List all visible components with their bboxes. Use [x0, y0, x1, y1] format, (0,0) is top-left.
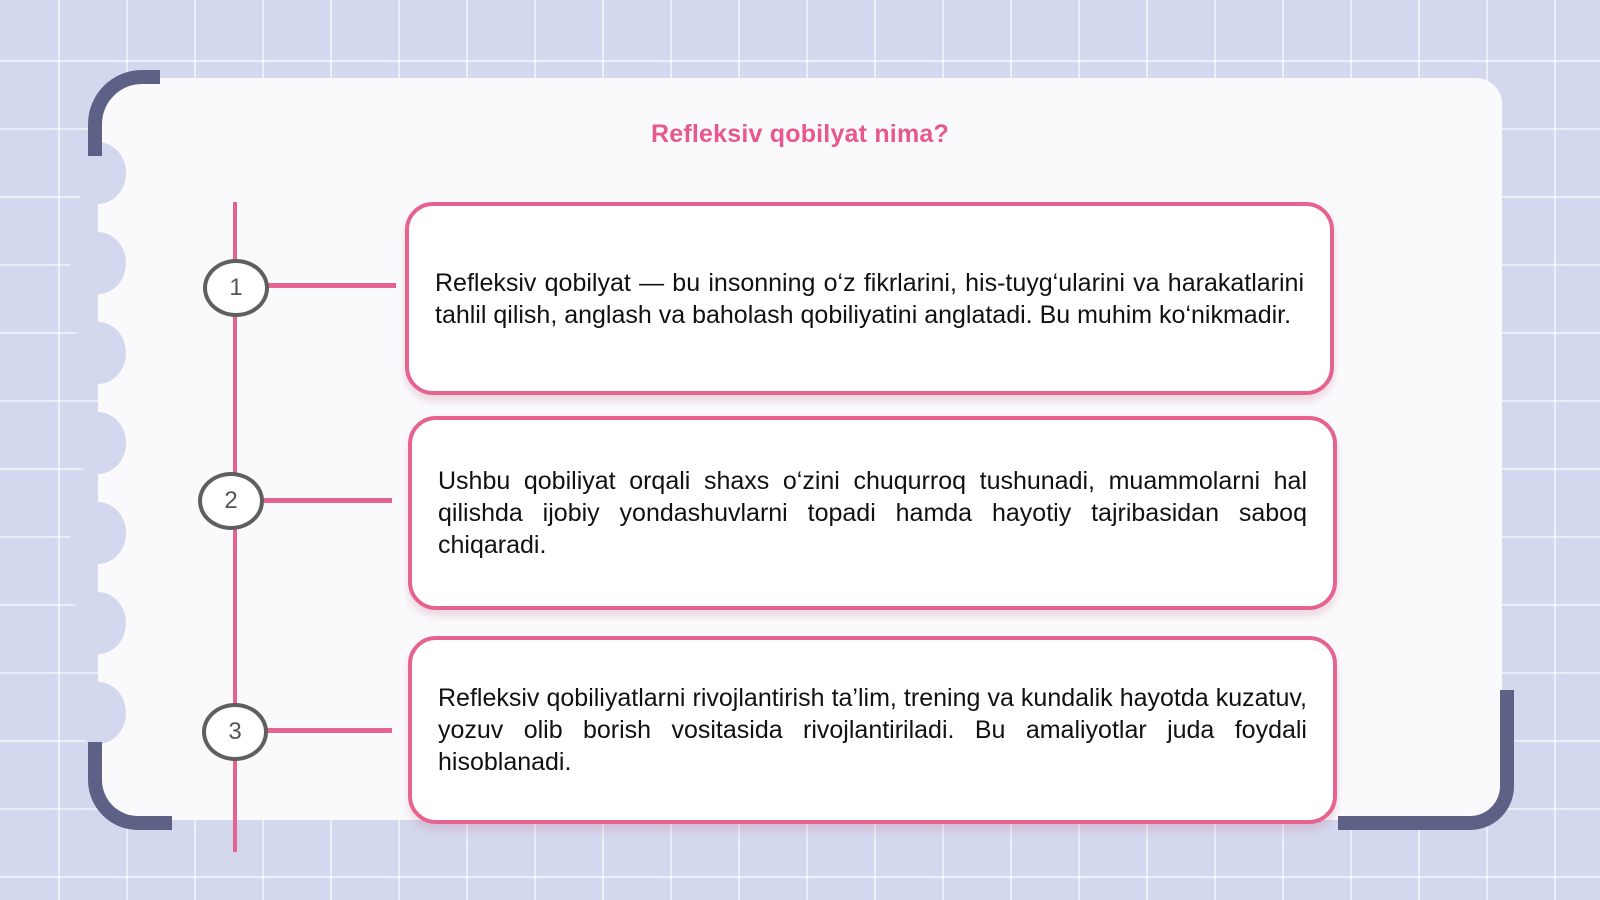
- step-text: Refleksiv qobilyat — bu insonning o‘z fikrlarini, his-tuyg‘ularini va harakatlarini tahlil qilish, anglash va baholash qobiliyatini anglatadi. Bu muhim ko‘nikmadir.: [435, 268, 1304, 329]
- scallop-decoration: [70, 322, 126, 384]
- step-number-2: [198, 472, 264, 530]
- scallop-decoration: [70, 592, 126, 654]
- scallop-decoration: [70, 412, 126, 474]
- step-text-box-1: [405, 202, 1334, 395]
- corner-bracket-bottom-left: [88, 742, 172, 830]
- step-text: Ushbu qobiliyat orqali shaxs o‘zini chuqurroq tushunadi, muammolarni hal qilishda ijobiy yondashuvlarni topadi hamda hayotiy tajribasidan saboq chiqaradi.: [438, 467, 1307, 559]
- corner-bracket-top-left: [88, 70, 160, 156]
- scallop-decoration: [70, 502, 126, 564]
- connector-line: [266, 283, 396, 288]
- connector-line: [266, 728, 392, 733]
- step-number-3: [202, 703, 268, 761]
- step-text-box-2: [408, 416, 1337, 610]
- step-number-label: 1: [229, 274, 243, 301]
- step-number-1: [203, 259, 269, 317]
- connector-line: [262, 498, 392, 503]
- scallop-decoration: [70, 232, 126, 294]
- scallop-decoration: [70, 682, 126, 744]
- step-text: Refleksiv qobiliyatlarni rivojlantirish ta’lim, trening va kundalik hayotda kuzatuv, yozuv olib borish vositasida rivojlantiriladi. Bu amaliyotlar juda foydali hisoblanadi.: [438, 684, 1307, 776]
- corner-bracket-bottom-right: [1338, 690, 1514, 830]
- step-number-label: 3: [228, 718, 242, 745]
- page-title: Refleksiv qobilyat nima?: [651, 120, 949, 148]
- step-text-box-3: [408, 636, 1337, 824]
- step-number-label: 2: [224, 487, 238, 514]
